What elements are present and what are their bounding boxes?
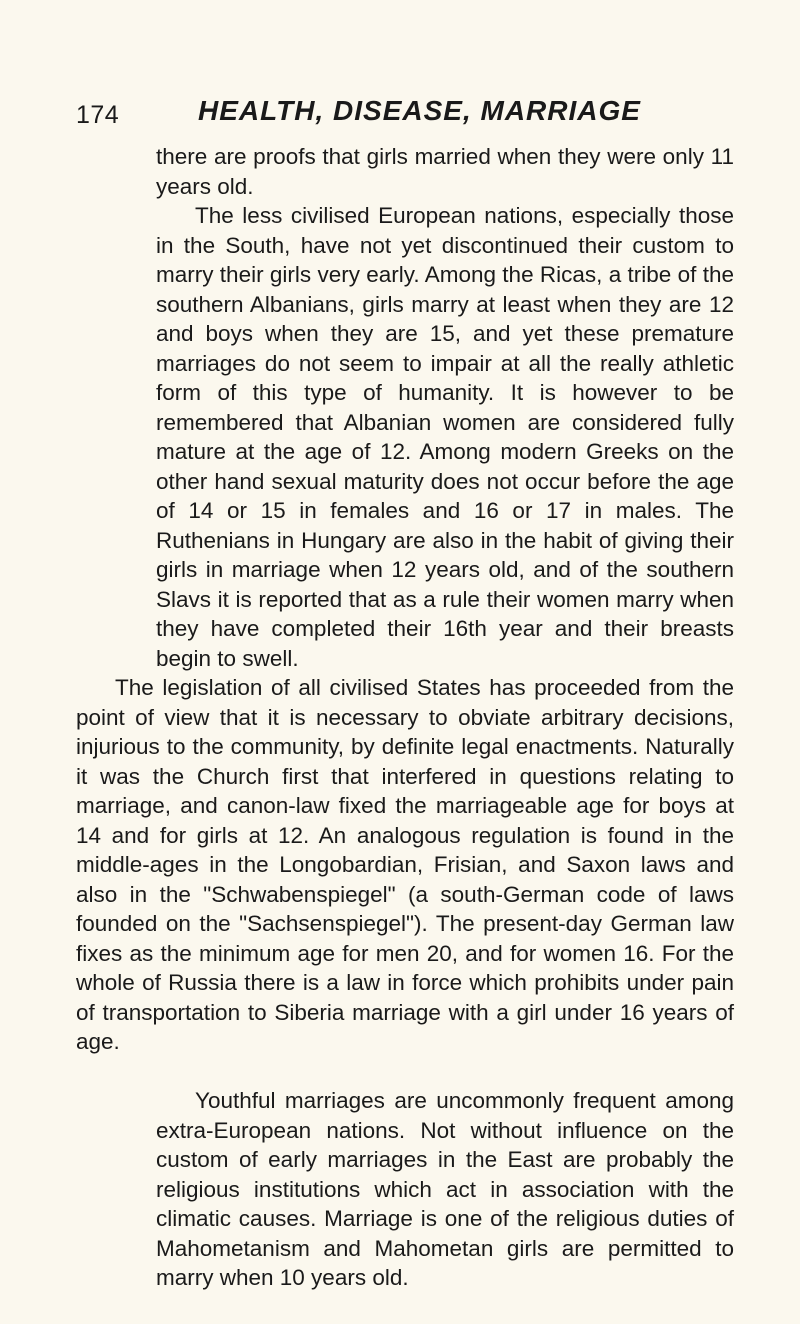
paragraph-legislation: The legislation of all civilised States has proceeded from the point of view that it is necessary to obviate arbitrary decisions, injurious to the community, by definite legal enactments. Naturally it was the Church first that interfered in questions relating to marriage, and canon-law fixed the marriageable age for boys at 14 and for girls at 12. An analogous regulation is found in the middle-ages in the Longobardian, Frisian, and Saxon laws and also in the "Schwabenspiegel" (a south-German code of laws founded on the "Sachsenspiegel"). The present-day German law fixes as the minimum age for men 20, and for women 16. For the whole of Russia there is a law in force which prohibits under pain of transportation to Siberia marriage with a girl under 16 years of age. [76, 675, 734, 1054]
paragraph-european-nations: The less civilised European nations, especially those in the South, have not yet discontinued their custom to marry their girls very early. Among the Ricas, a tribe of the southern Albanians, girls marry at least when they are 12 and boys when they are 15, and yet these premature marriages do not seem to impair at all the really athletic form of this type of humanity. It is however to be remembered that Albanian women are considered fully mature at the age of 12. Among modern Greeks on the other hand sexual maturity does not occur before the age of 14 or 15 in females and 16 or 17 in males. The Ruthenians in Hungary are also in the habit of giving their girls in marriage when 12 years old, and of the southern Slavs it is reported that as a rule their women marry when they have completed their 16th year and their breasts begin to swell. [156, 203, 734, 671]
paragraph-youthful-marriages: Youthful marriages are uncommonly frequent among extra-European nations. Not without influence on the custom of early marriages in the East are probably the religious institutions which act in association with the climatic causes. Marriage is one of the religious duties of Mahometanism and Mahometan girls are permitted to marry when 10 years old. [156, 1088, 734, 1290]
page-number: 174 [76, 101, 120, 129]
running-head [76, 95, 736, 135]
chapter-title: HEALTH, DISEASE, MARRIAGE [198, 95, 641, 126]
paragraph-continuation: there are proofs that girls married when they were only 11 years old. [156, 144, 734, 199]
